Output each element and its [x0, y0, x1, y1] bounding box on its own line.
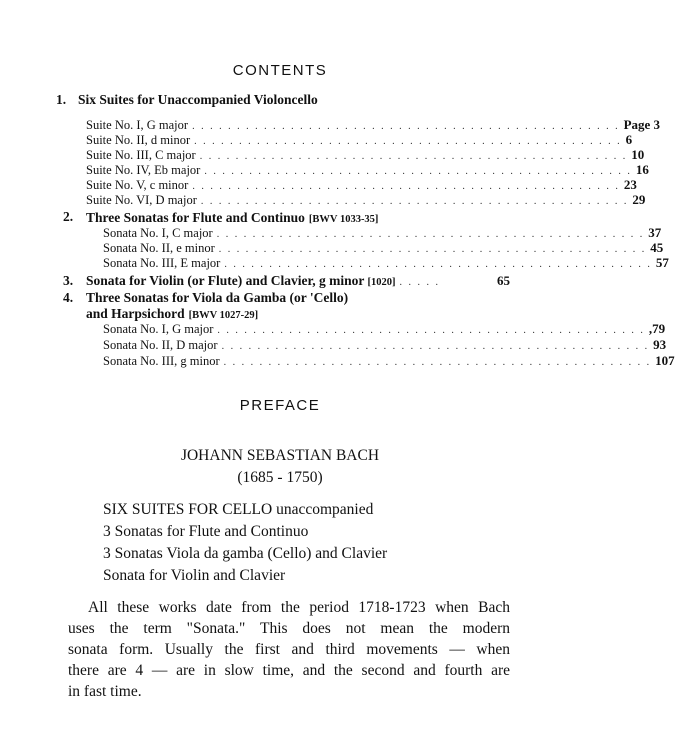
- toc-entry-label: Suite No. VI, D major: [86, 193, 197, 207]
- toc-entry-label: Sonata No. II, D major: [103, 338, 218, 352]
- section-4-number: 4.: [63, 290, 74, 305]
- toc-entry[interactable]: [103, 321, 666, 337]
- work-item: SIX SUITES FOR CELLO unaccompanied: [103, 501, 374, 518]
- work-item: Sonata for Violin and Clavier: [103, 567, 286, 584]
- contents-heading: CONTENTS: [232, 62, 328, 79]
- paragraph-line: in fast time.: [68, 683, 142, 700]
- leader-dots: . . . . . . . . . . . . . . . . . . . . . . . . . . . . . . . . . . . . . . . . . . . . . . . .: [216, 229, 645, 240]
- leader-dots: . . . . .: [399, 277, 441, 288]
- toc-entry-page: 65: [497, 273, 510, 288]
- section-3-number: 3.: [63, 273, 74, 288]
- toc-entry-label: Sonata No. III, g minor: [103, 354, 220, 368]
- leader-dots: . . . . . . . . . . . . . . . . . . . . . . . . . . . . . . . . . . . . . . . . . . . . . . . .: [204, 166, 632, 177]
- paragraph-line: there are 4 — are in slow time, and the second and fourth are: [68, 662, 510, 679]
- toc-entry-page: 16: [635, 162, 649, 177]
- toc-entry-label: Suite No. II, d minor: [86, 133, 191, 147]
- toc-entry-page: ,79: [648, 321, 666, 336]
- toc-entry-page: 23: [623, 177, 637, 192]
- leader-dots: . . . . . . . . . . . . . . . . . . . . . . . . . . . . . . . . . . . . . . . . . . . . . . . .: [221, 341, 650, 352]
- toc-entry[interactable]: [86, 162, 649, 178]
- toc-entry[interactable]: [86, 132, 633, 148]
- composer-name: JOHANN SEBASTIAN BACH: [180, 447, 380, 464]
- section-1-number: 1.: [56, 92, 67, 107]
- preface-heading: PREFACE: [239, 397, 321, 414]
- toc-entry-label: Suite No. III, C major: [86, 148, 196, 162]
- paragraph-line: uses the term "Sonata." This does not mean the modern: [68, 620, 510, 637]
- work-item: 3 Sonatas Viola da gamba (Cello) and Clavier: [103, 545, 388, 562]
- section-4-title-line2: and Harpsichord: [86, 306, 185, 321]
- toc-entry-label: Sonata No. I, G major: [103, 322, 214, 336]
- toc-entry[interactable]: [103, 225, 662, 241]
- toc-entry-page: 29: [632, 192, 646, 207]
- paragraph-line: sonata form. Usually the first and third movements — when: [68, 641, 510, 658]
- toc-entry[interactable]: [103, 255, 669, 271]
- toc-entry-page: Page 3: [623, 117, 661, 132]
- work-item: 3 Sonatas for Flute and Continuo: [103, 523, 309, 540]
- leader-dots: . . . . . . . . . . . . . . . . . . . . . . . . . . . . . . . . . . . . . . . . . . . . . . . .: [223, 357, 652, 368]
- section-2-number: 2.: [63, 209, 74, 224]
- toc-entry-page: 93: [653, 337, 667, 352]
- toc-entry-label: Suite No. V, c minor: [86, 178, 189, 192]
- section-3-title: Sonata for Violin (or Flute) and Clavier, g minor: [86, 273, 365, 288]
- section-4-bwv: [BWV 1027-29]: [188, 310, 259, 321]
- leader-dots: . . . . . . . . . . . . . . . . . . . . . . . . . . . . . . . . . . . . . . . . . . . . . . . .: [199, 151, 628, 162]
- section-2-title: Three Sonatas for Flute and Continuo: [86, 210, 305, 225]
- toc-entry[interactable]: [86, 192, 646, 208]
- toc-entry-page: 6: [625, 132, 633, 147]
- toc-entry-page: 107: [655, 353, 675, 368]
- leader-dots: . . . . . . . . . . . . . . . . . . . . . . . . . . . . . . . . . . . . . . . . . . . . . . . .: [218, 244, 647, 255]
- toc-entry-label: Sonata No. I, C major: [103, 226, 213, 240]
- toc-entry-page: 10: [631, 147, 645, 162]
- composer-dates: (1685 - 1750): [237, 469, 323, 486]
- leader-dots: . . . . . . . . . . . . . . . . . . . . . . . . . . . . . . . . . . . . . . . . . . . . . . . .: [192, 121, 620, 132]
- section-3-bwv: [1020]: [367, 277, 396, 288]
- section-4-title: Three Sonatas for Viola da Gamba (or 'Cello): [86, 290, 349, 305]
- section-1-title: Six Suites for Unaccompanied Violoncello: [78, 92, 318, 107]
- toc-entry[interactable]: [103, 337, 667, 353]
- toc-entry-label: Suite No. I, G major: [86, 118, 189, 132]
- toc-entry[interactable]: [86, 273, 510, 289]
- leader-dots: . . . . . . . . . . . . . . . . . . . . . . . . . . . . . . . . . . . . . . . . . . . . . . . .: [194, 136, 622, 147]
- toc-entry-page: 37: [648, 225, 662, 240]
- leader-dots: . . . . . . . . . . . . . . . . . . . . . . . . . . . . . . . . . . . . . . . . . . . . . . . .: [217, 325, 645, 336]
- section-2-bwv: [BWV 1033-35]: [308, 214, 379, 225]
- toc-entry-label: Sonata No. III, E major: [103, 256, 221, 270]
- leader-dots: . . . . . . . . . . . . . . . . . . . . . . . . . . . . . . . . . . . . . . . . . . . . . . . .: [192, 181, 620, 192]
- toc-entry[interactable]: [86, 117, 661, 133]
- toc-entry-page: 45: [650, 240, 664, 255]
- toc-entry[interactable]: [103, 353, 675, 369]
- toc-entry[interactable]: [86, 147, 645, 163]
- toc-entry-label: Sonata No. II, e minor: [103, 241, 215, 255]
- leader-dots: . . . . . . . . . . . . . . . . . . . . . . . . . . . . . . . . . . . . . . . . . . . . . . . .: [224, 259, 652, 270]
- toc-entry-label: Suite No. IV, Eb major: [86, 163, 201, 177]
- toc-entry-page: 57: [655, 255, 669, 270]
- toc-entry[interactable]: [86, 177, 637, 193]
- leader-dots: . . . . . . . . . . . . . . . . . . . . . . . . . . . . . . . . . . . . . . . . . . . . . . . .: [200, 196, 629, 207]
- toc-entry[interactable]: [103, 240, 664, 256]
- paragraph-line: All these works date from the period 1718-1723 when Bach: [88, 599, 510, 616]
